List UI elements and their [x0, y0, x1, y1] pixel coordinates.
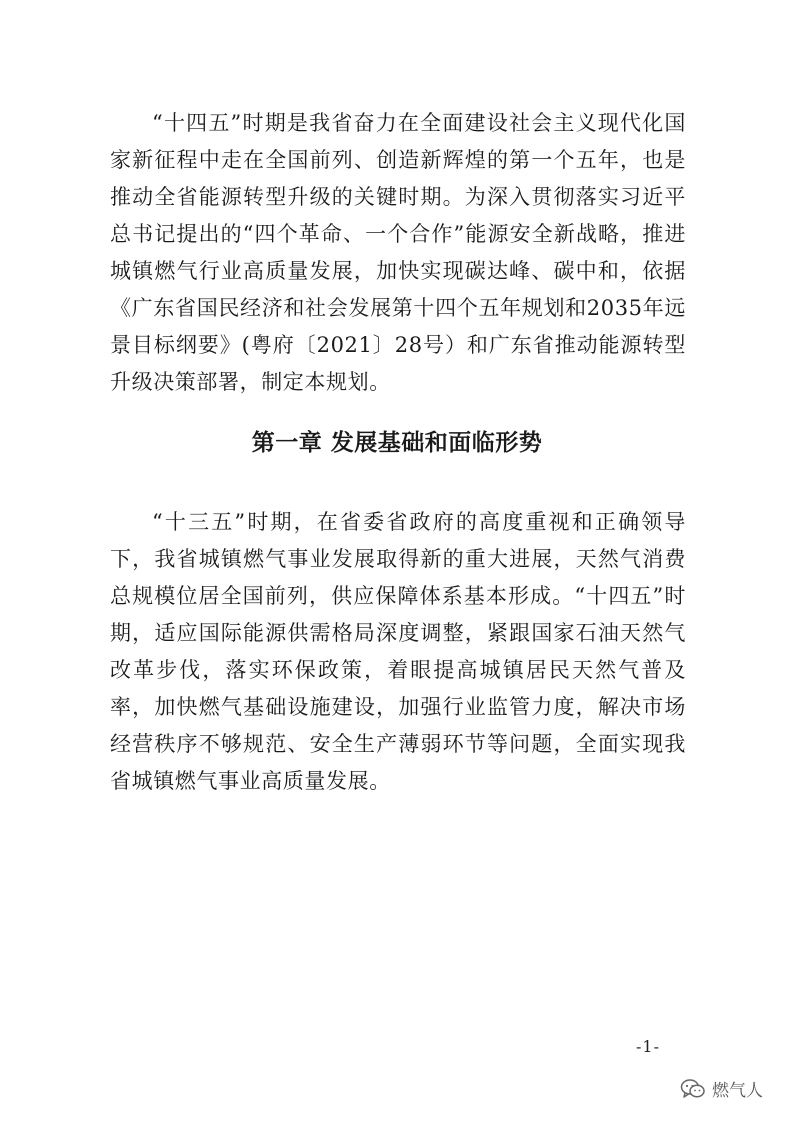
- page-number: -1-: [636, 1037, 660, 1056]
- intro-paragraph: “十四五”时期是我省奋力在全面建设社会主义现代化国家新征程中走在全国前列、创造新辉煌的第一个五年，也是推动全省能源转型升级的关键时期。为深入贯彻落实习近平总书记提出的“四个革命、一个合作”能源安全新战略，推进城镇燃气行业高质量发展，加快实现碳达峰、碳中和，依据《广东省国民经济和社会发展第十四个五年规划和2035年远景目标纲要》(粤府〔2021〕28号）和广东省推动能源转型升级决策部署，制定本规划。: [110, 111, 686, 394]
- watermark-text: 燃气人: [712, 1081, 763, 1101]
- watermark: [680, 1076, 763, 1101]
- body-paragraph: “十三五”时期，在省委省政府的高度重视和正确领导下，我省城镇燃气事业发展取得新的重大进展，天然气消费总规模位居全国前列，供应保障体系基本形成。“十四五”时期，适应国际能源供需格局深度调整，紧跟国家石油天然气改革步伐，落实环保政策，着眼提高城镇居民天然气普及率，加快燃气基础设施建设，加强行业监管力度，解决市场经营秩序不够规范、安全生产薄弱环节等问题，全面实现我省城镇燃气事业高质量发展。: [110, 510, 686, 793]
- chapter-title: 第一章 发展基础和面临形势: [251, 429, 543, 456]
- wechat-icon: [680, 1078, 706, 1100]
